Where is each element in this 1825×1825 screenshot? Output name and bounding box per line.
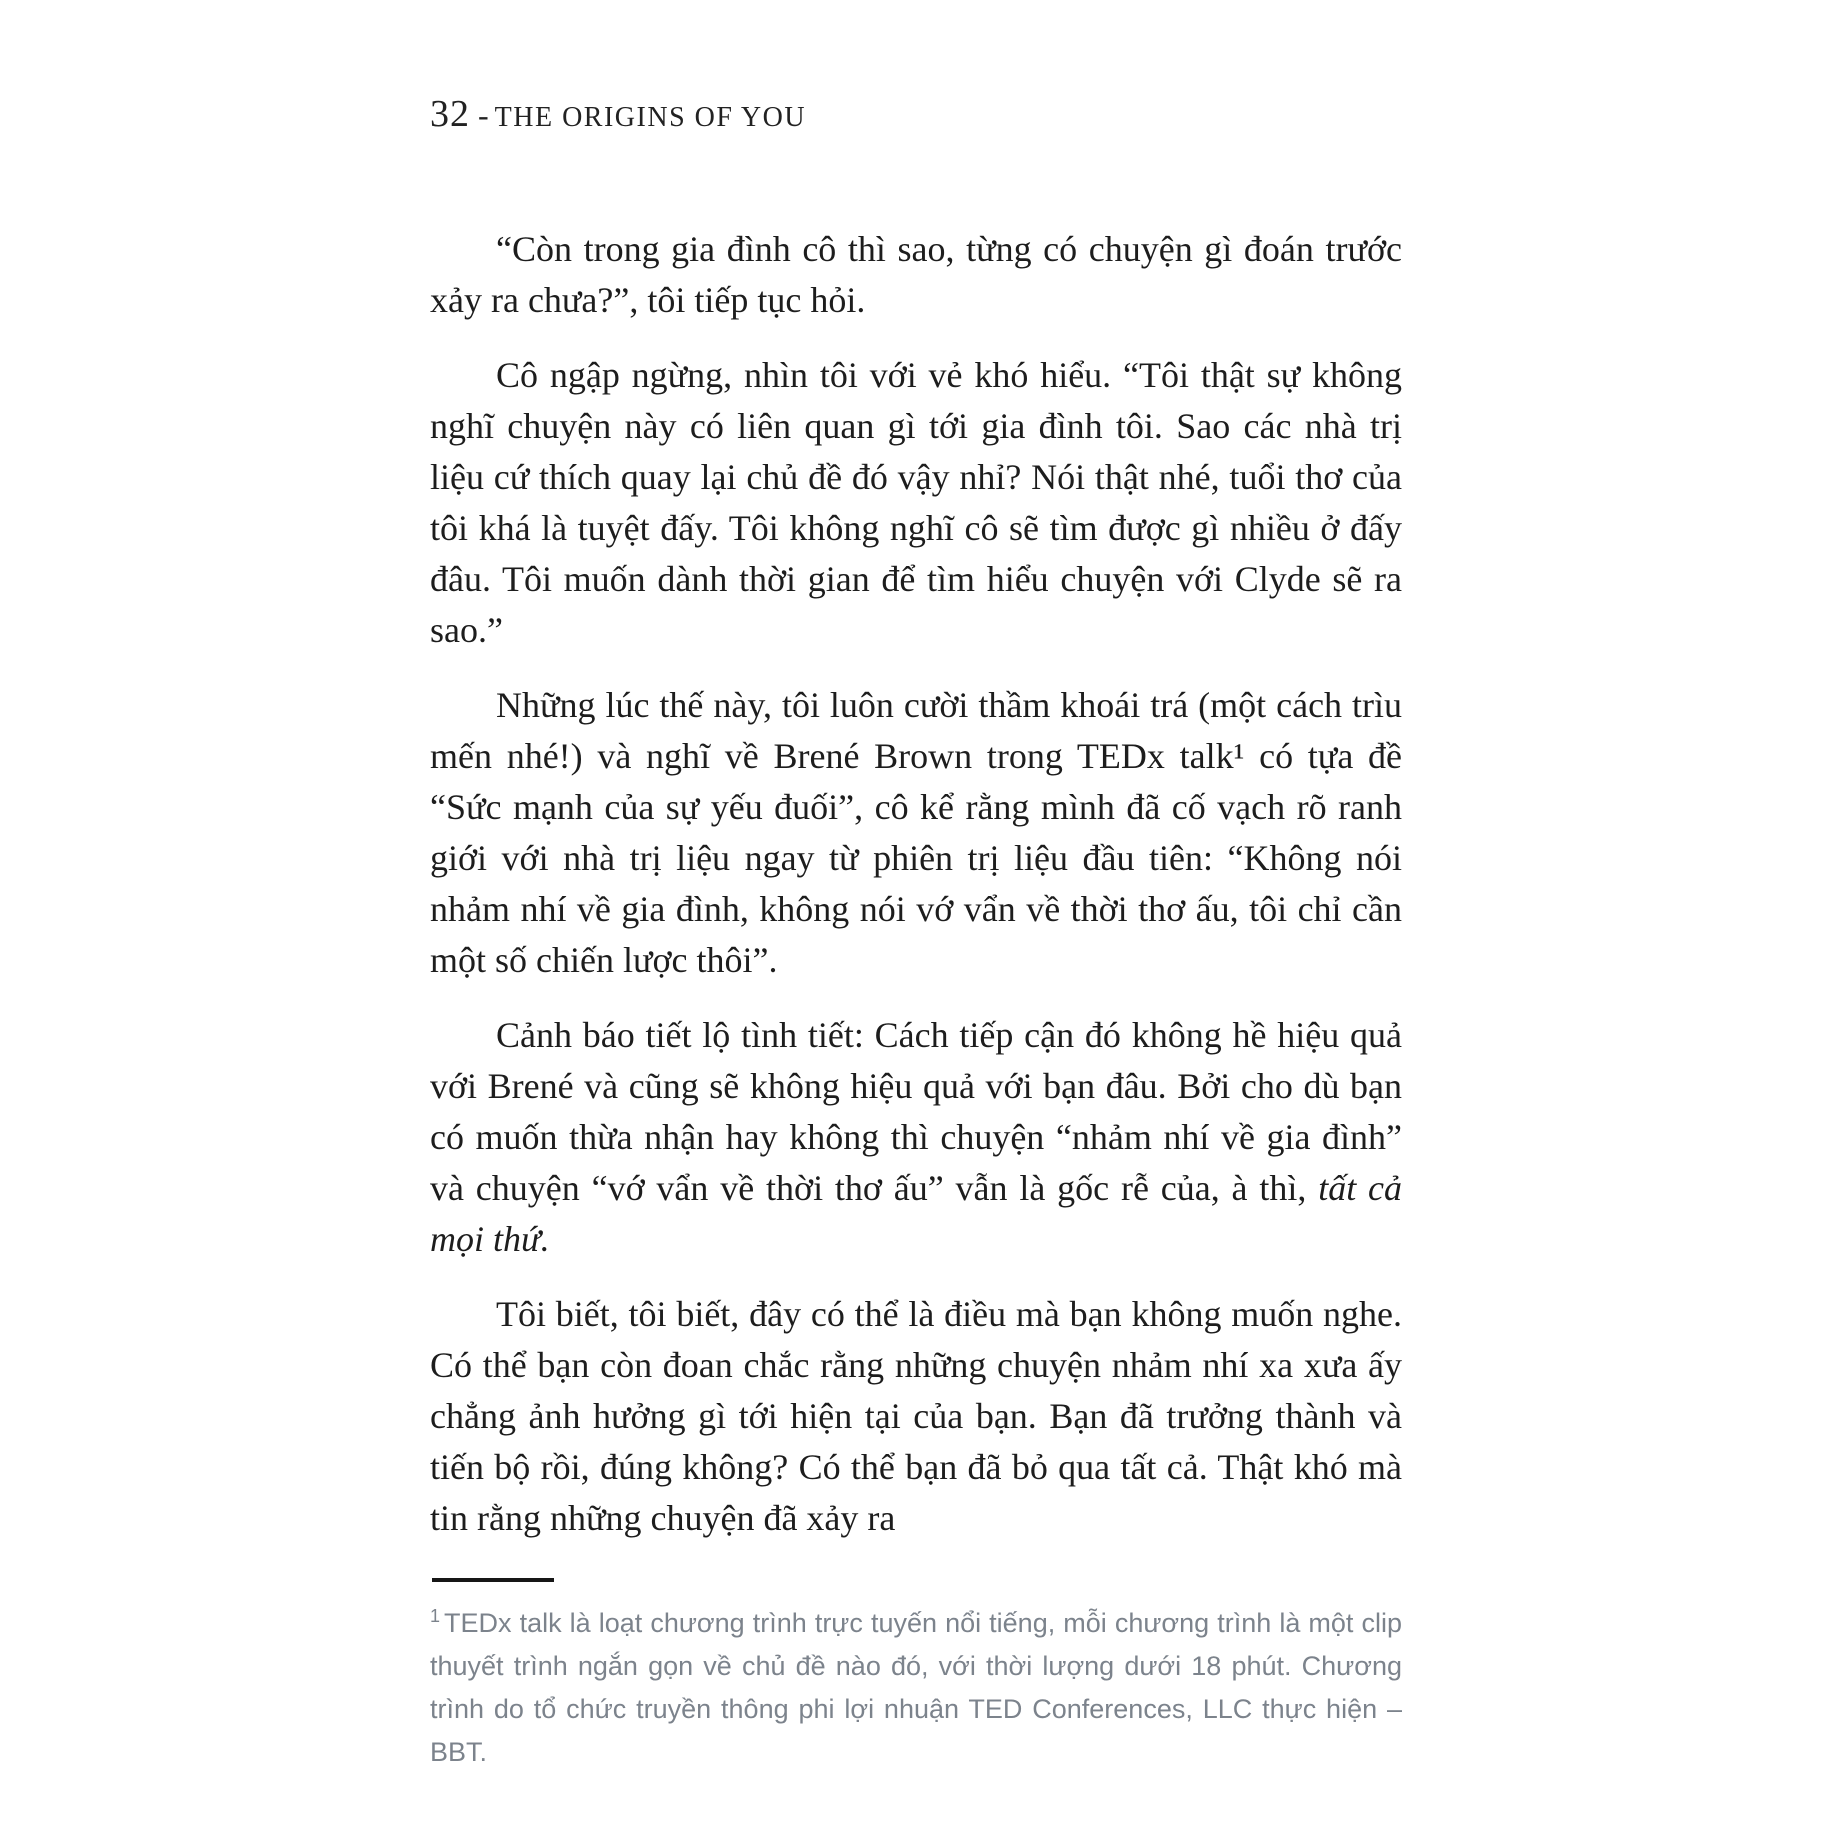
paragraph	[430, 1289, 1402, 1544]
page-number: 32	[430, 93, 470, 135]
italic-text: tất cả mọi thứ.	[430, 1168, 1402, 1259]
text-segment: Tôi biết, tôi biết, đây có thể là điều mà bạn không muốn nghe. Có thể bạn còn đoan chắc rằng những chuyện nhảm nhí xa xưa ấy chẳng ảnh hưởng gì tới hiện tại của bạn. Bạn đã trưởng thành và tiến bộ rồi, đúng không? Có thể bạn đã bỏ qua tất cả. Thật khó mà tin rằng những chuyện đã xảy ra	[430, 1294, 1402, 1538]
page-content	[430, 92, 1402, 1774]
footnote-text: TEDx talk là loạt chương trình trực tuyến nổi tiếng, mỗi chương trình là một clip thuyết trình ngắn gọn về chủ đề nào đó, với thời lượng dưới 18 phút. Chương trình do tổ chức truyền thông phi lợi nhuận TED Conferences, LLC thực hiện – BBT.	[430, 1608, 1402, 1767]
paragraph	[430, 680, 1402, 986]
body-paragraphs	[430, 224, 1402, 1544]
paragraph	[430, 350, 1402, 656]
book-title: THE ORIGINS OF YOU	[494, 102, 807, 133]
header-divider: -	[478, 97, 489, 133]
footnote-marker: 1	[430, 1606, 441, 1626]
paragraph	[430, 1010, 1402, 1265]
paragraph	[430, 224, 1402, 326]
footnote	[430, 1602, 1402, 1774]
text-segment: Những lúc thế này, tôi luôn cười thầm khoái trá (một cách trìu mến nhé!) và nghĩ về Brené Brown trong TEDx talk¹ có tựa đề “Sức mạnh của sự yếu đuối”, cô kể rằng mình đã cố vạch rõ ranh giới với nhà trị liệu ngay từ phiên trị liệu đầu tiên: “Không nói nhảm nhí về gia đình, không nói vớ vẩn về thời thơ ấu, tôi chỉ cần một số chiến lược thôi”.	[430, 685, 1402, 980]
text-segment: Cảnh báo tiết lộ tình tiết: Cách tiếp cận đó không hề hiệu quả với Brené và cũng sẽ không hiệu quả với bạn đâu. Bởi cho dù bạn có muốn thừa nhận hay không thì chuyện “nhảm nhí về gia đình” và chuyện “vớ vẩn về thời thơ ấu” vẫn là gốc rễ của, à thì,	[430, 1015, 1402, 1208]
text-segment: “Còn trong gia đình cô thì sao, từng có chuyện gì đoán trước xảy ra chưa?”, tôi tiếp tục hỏi.	[430, 229, 1402, 320]
footnote-rule	[432, 1578, 554, 1582]
footnote-block	[430, 1578, 1402, 1774]
text-segment: Cô ngập ngừng, nhìn tôi với vẻ khó hiểu. “Tôi thật sự không nghĩ chuyện này có liên quan gì tới gia đình tôi. Sao các nhà trị liệu cứ thích quay lại chủ đề đó vậy nhỉ? Nói thật nhé, tuổi thơ của tôi khá là tuyệt đấy. Tôi không nghĩ cô sẽ tìm được gì nhiều ở đấy đâu. Tôi muốn dành thời gian để tìm hiểu chuyện với Clyde sẽ ra sao.”	[430, 355, 1402, 650]
running-header	[430, 92, 1402, 136]
